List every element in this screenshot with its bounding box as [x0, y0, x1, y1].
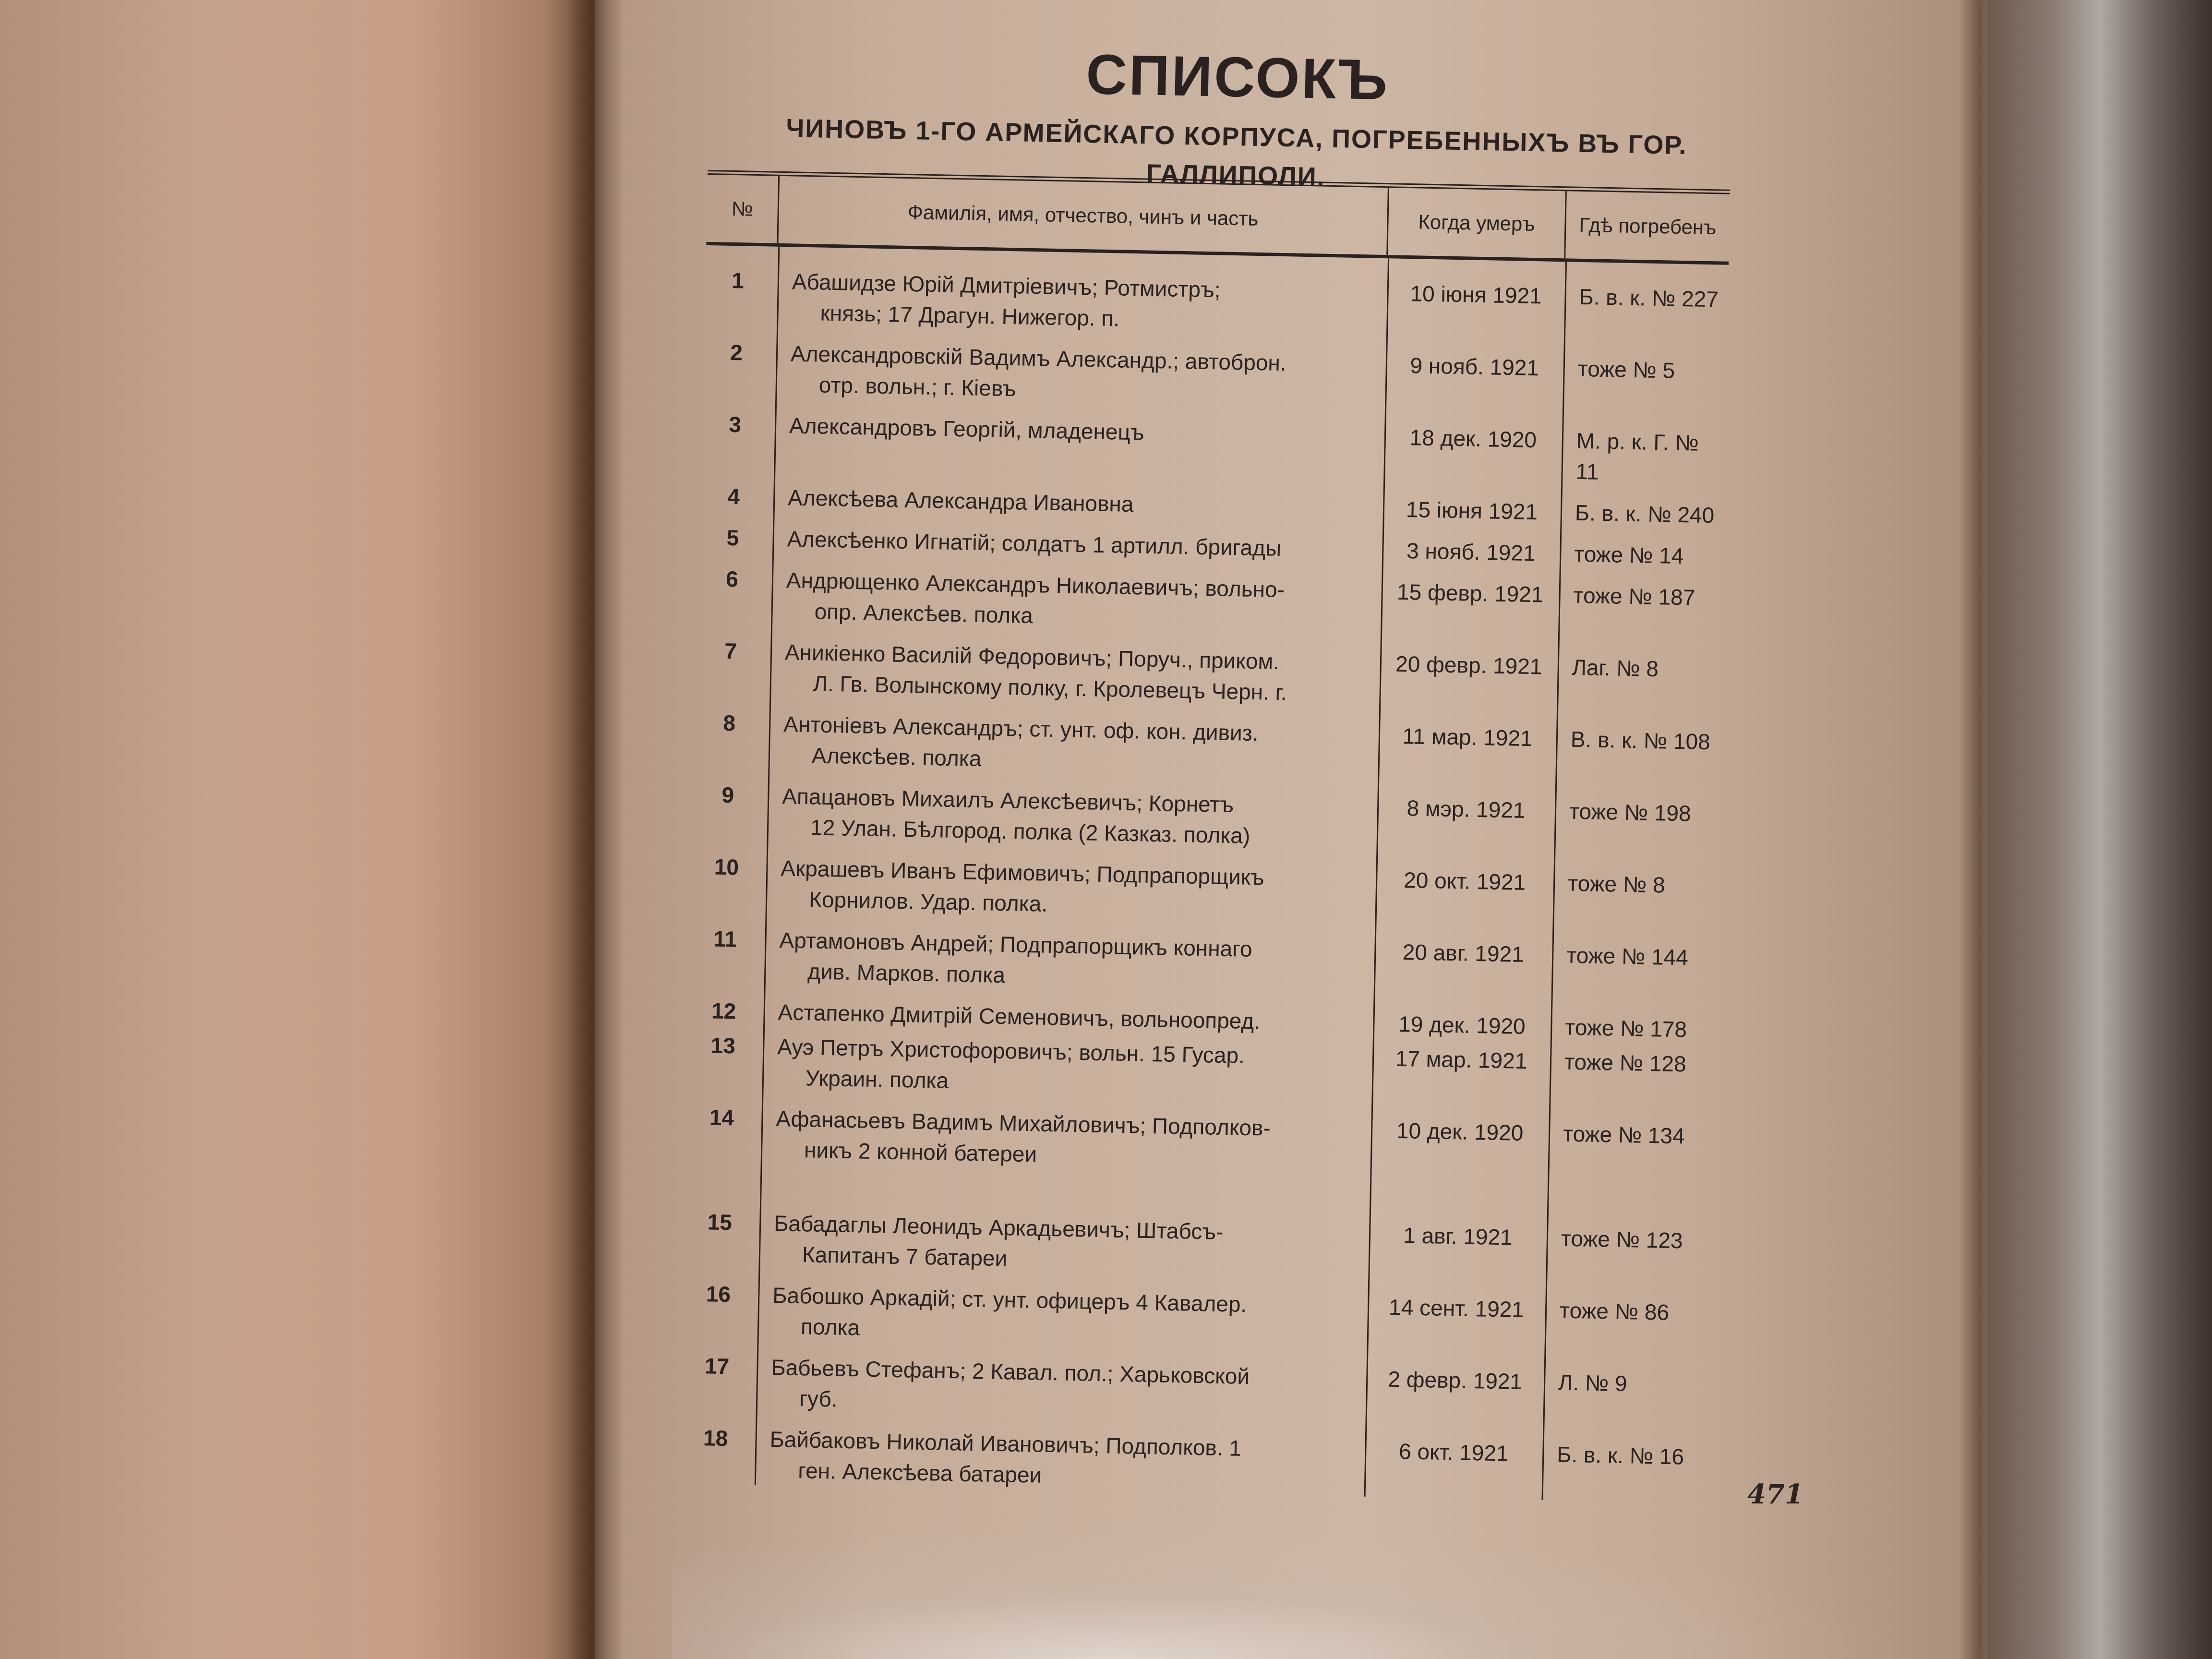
row-date: 17 мар. 1921	[1395, 1046, 1527, 1074]
name-line-1: Абашидзе Юрій Дмитріевичъ; Ротмистръ;	[792, 269, 1221, 302]
row-date: 8 мэр. 1921	[1407, 795, 1526, 823]
table-row	[701, 481, 1724, 531]
row-number: 9	[721, 782, 734, 808]
table-row	[685, 1278, 1709, 1359]
row-name	[772, 523, 1382, 565]
row-place: тоже № 128	[1564, 1049, 1687, 1077]
name-line-2: полка	[800, 1314, 860, 1340]
row-date: 1 авг. 1921	[1403, 1223, 1513, 1250]
name-line-1: Бабадаглы Леонидъ Аркадьевичъ; Штабсъ-	[773, 1211, 1224, 1244]
table-row	[703, 337, 1727, 418]
table-row	[694, 851, 1717, 932]
row-date: 18 дек. 1920	[1409, 425, 1537, 453]
header-place: Гдѣ погребенъ	[1579, 213, 1717, 239]
table-row	[684, 1350, 1707, 1431]
row-number: 5	[726, 525, 739, 551]
row-date: 20 февр. 1921	[1395, 651, 1542, 679]
row-place: Б. в. к. № 16	[1556, 1442, 1684, 1469]
name-line-2: див. Марков. полка	[807, 959, 1006, 988]
row-number: 16	[706, 1281, 731, 1307]
row-number: 1	[731, 267, 745, 293]
row-number: 4	[727, 483, 740, 509]
row-date: 6 окт. 1921	[1398, 1439, 1509, 1466]
left-page	[0, 0, 590, 1659]
page-title: СПИСОКЪ	[1085, 43, 1390, 112]
row-date: 9 нояб. 1921	[1410, 353, 1539, 381]
name-line-1: Акрашевъ Иванъ Ефимовичъ; Подпрапорщикъ	[780, 855, 1265, 890]
row-date: 20 авг. 1921	[1402, 939, 1525, 967]
name-line-1: Астапенко Дмитрій Семеновичъ, вольноопред.	[778, 999, 1261, 1034]
row-place: тоже № 144	[1566, 942, 1689, 970]
row-name	[761, 1103, 1371, 1176]
row-date: 19 дек. 1920	[1398, 1011, 1526, 1039]
name-line-2: опр. Алексѣев. полка	[814, 599, 1034, 628]
row-place: тоже № 123	[1561, 1226, 1683, 1253]
row-number: 10	[714, 854, 739, 880]
row-date: 2 февр. 1921	[1387, 1366, 1523, 1394]
header-name: Фамилія, имя, отчество, чинъ и часть	[778, 176, 1389, 255]
burial-table	[683, 170, 1730, 1503]
name-line-1: Алексѣева Александра Ивановна	[787, 485, 1134, 517]
table-row	[699, 563, 1722, 644]
row-number: 12	[711, 998, 736, 1024]
name-line-1: Артамоновъ Андрей; Подпрапорщикъ коннаго	[779, 927, 1253, 962]
light-glare	[672, 1527, 1920, 1659]
row-place: тоже № 86	[1559, 1298, 1670, 1325]
row-name	[775, 338, 1386, 411]
row-place: В. в. к. № 108	[1570, 726, 1711, 755]
row-date: 3 нояб. 1921	[1406, 538, 1536, 566]
name-line-1: Афанасьевъ Вадимъ Михайловичъ; Подполков-	[775, 1106, 1271, 1141]
row-number: 17	[704, 1353, 730, 1379]
name-line-2: Алексѣев. полка	[811, 743, 982, 771]
row-name	[755, 1423, 1365, 1496]
row-name	[757, 1279, 1368, 1352]
plastic-sleeve	[1987, 0, 2212, 1659]
name-line-1: Алексѣенко Игнатій; солдатъ 1 артилл. бригады	[787, 526, 1282, 561]
row-name	[756, 1351, 1367, 1424]
name-line-1: Андрющенко Александръ Николаевичъ; вольно-	[786, 567, 1285, 602]
row-place: тоже № 198	[1569, 798, 1692, 826]
row-number: 14	[709, 1105, 734, 1130]
row-number: 18	[703, 1425, 728, 1451]
row-place: тоже № 134	[1563, 1121, 1685, 1149]
row-date: 15 февр. 1921	[1396, 579, 1544, 607]
name-line-2: князь; 17 Драгун. Нижегор. п.	[820, 300, 1120, 331]
row-name	[764, 925, 1375, 998]
row-date: 20 окт. 1921	[1403, 867, 1526, 895]
page-number: 471	[1747, 1479, 1803, 1510]
table-row	[695, 779, 1719, 860]
row-name	[762, 1031, 1372, 1104]
name-line-1: Байбаковъ Николай Ивановичъ; Подполков. 1	[769, 1426, 1242, 1461]
name-line-2: отр. вольн.; г. Кіевъ	[818, 372, 1017, 401]
name-line-1: Ауэ Петръ Христофоровичъ; вольн. 15 Гусар.	[777, 1034, 1245, 1068]
table-row	[705, 264, 1728, 346]
name-line-1: Антоніевъ Александръ; ст. унт. оф. кон. дивиз.	[783, 711, 1259, 746]
table-row	[689, 1102, 1712, 1183]
row-number: 8	[722, 710, 736, 736]
row-place: тоже № 8	[1567, 870, 1666, 898]
row-place: тоже № 187	[1573, 582, 1695, 610]
row-date: 10 іюня 1921	[1410, 281, 1542, 309]
row-name	[771, 565, 1382, 637]
table-row	[700, 522, 1723, 572]
name-line-2: Л. Гв. Волынскому полку, г. Кролевецъ Черн. г.	[813, 671, 1287, 705]
name-line-2: Капитанъ 7 батареи	[802, 1242, 1008, 1271]
table-body	[683, 245, 1729, 1503]
name-line-2: Корнилов. Удар. полка.	[808, 887, 1048, 916]
row-place: тоже № 14	[1574, 541, 1684, 569]
name-line-2: ген. Алексѣева батареи	[797, 1458, 1042, 1488]
page-subtitle: ЧИНОВЪ 1-ГО АРМЕЙСКАГО КОРПУСА, ПОГРЕБЕННЫХЪ ВЪ ГОР. ГАЛЛИПОЛИ.	[785, 114, 1687, 192]
name-line-1: Александровскій Вадимъ Александр.; автоброн.	[790, 341, 1287, 376]
row-number: 6	[725, 566, 739, 592]
row-place: Б. в. к. № 227	[1579, 284, 1719, 312]
row-place: Лаг. № 8	[1572, 654, 1659, 682]
name-line-2: Украин. полка	[805, 1065, 949, 1093]
row-name	[768, 709, 1379, 781]
row-name	[767, 781, 1378, 854]
row-place: М. р. к. Г. № 11	[1575, 428, 1699, 484]
row-place: Б. в. к. № 240	[1575, 500, 1715, 528]
name-line-1: Аникіенко Василій Федоровичъ; Поруч., приком.	[784, 639, 1280, 674]
row-date: 15 іюня 1921	[1406, 497, 1538, 525]
row-name	[769, 637, 1380, 709]
name-line-2: губ.	[799, 1386, 838, 1412]
row-name	[758, 1207, 1369, 1280]
table-row	[702, 409, 1725, 490]
row-date: 11 мар. 1921	[1402, 723, 1533, 751]
table-row	[697, 635, 1721, 716]
table-row	[692, 923, 1716, 1004]
row-name	[777, 266, 1387, 339]
row-place: тоже № 5	[1577, 356, 1675, 383]
table-row	[696, 707, 1719, 788]
row-number: 13	[710, 1033, 736, 1058]
header-no: №	[706, 175, 780, 243]
row-number: 7	[724, 638, 737, 664]
printed-page-content	[683, 29, 1767, 1504]
row-name	[766, 853, 1376, 926]
row-date: 14 сент. 1921	[1388, 1294, 1525, 1322]
name-line-1: Бабьевъ Стефанъ; 2 Кавал. пол.; Харьковской	[771, 1354, 1250, 1389]
row-date: 10 дек. 1920	[1396, 1118, 1524, 1145]
row-place: тоже № 178	[1564, 1014, 1687, 1042]
row-number: 2	[730, 339, 743, 365]
name-line-1: Александровъ Георгій, младенецъ	[789, 413, 1145, 445]
name-line-1: Бабошко Аркадій; ст. унт. офицеръ 4 Кавалер.	[772, 1282, 1247, 1317]
row-place: Л. № 9	[1558, 1370, 1628, 1396]
name-line-2: никъ 2 конной батереи	[804, 1137, 1037, 1167]
book-gutter	[566, 0, 624, 1659]
row-number: 11	[713, 926, 737, 952]
row-number: 15	[707, 1209, 733, 1235]
name-line-1: Апацановъ Михаилъ Алексѣевичъ; Корнетъ	[781, 783, 1234, 817]
row-name	[774, 410, 1384, 483]
row-number: 3	[728, 411, 742, 437]
header-date: Когда умеръ	[1388, 188, 1567, 258]
name-line-2: 12 Улан. Бѣлгород. полка (2 Казказ. полка)	[810, 815, 1250, 848]
table-row	[686, 1206, 1710, 1287]
row-name	[773, 482, 1383, 524]
